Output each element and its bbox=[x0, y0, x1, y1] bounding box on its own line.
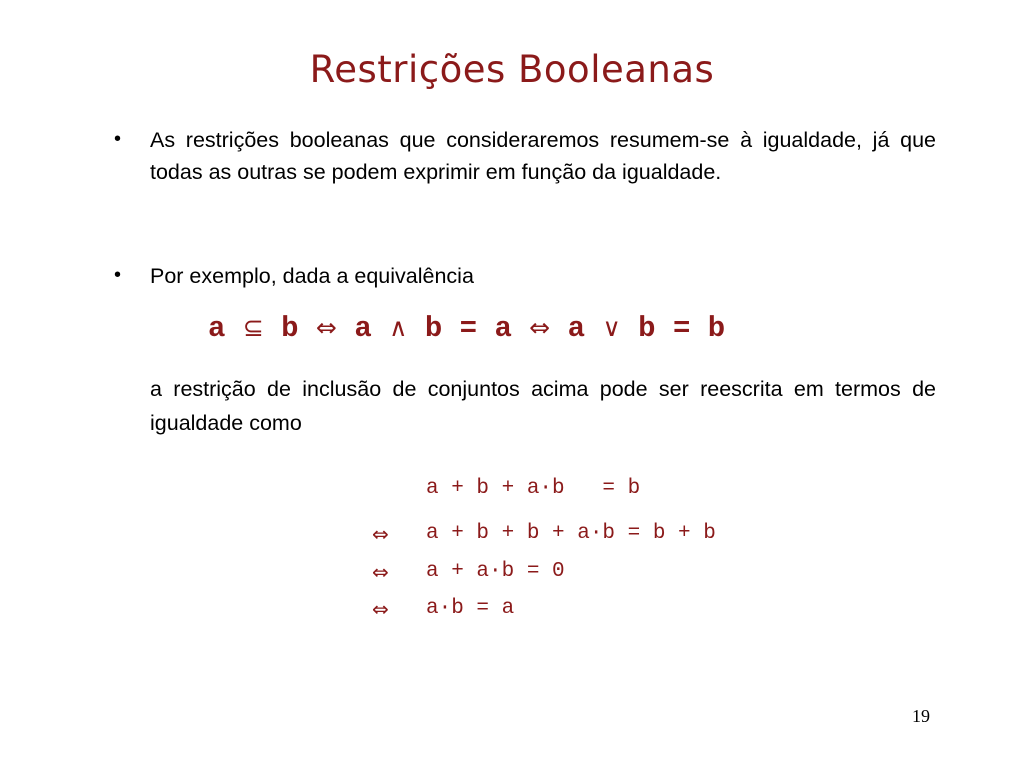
formula-part: b = a bbox=[407, 312, 530, 345]
continuation-text: a restrição de inclusão de conjuntos acima pode ser reescrita em termos de igualdade como bbox=[150, 377, 936, 435]
derivation-line-1: a + b + a·b = b bbox=[426, 477, 641, 500]
page-number: 19 bbox=[912, 706, 930, 726]
bullet-marker: • bbox=[114, 264, 122, 286]
derivation-line-3: a + a·b = 0 bbox=[426, 560, 565, 583]
formula-part: a bbox=[336, 312, 390, 345]
derivation-line-2: a + b + b + a·b = b + b bbox=[426, 522, 716, 545]
equivalence-formula bbox=[208, 312, 725, 345]
formula-part: a bbox=[208, 312, 243, 345]
bullet-text-1: As restrições booleanas que consideraremos resumem-se à igualdade, já que todas as outras se podem exprimir em função da igualdade. bbox=[150, 128, 936, 184]
or-symbol: ∨ bbox=[602, 313, 621, 342]
and-symbol: ∧ bbox=[389, 313, 408, 342]
formula-part: b = b bbox=[620, 312, 726, 345]
formula-part: a bbox=[550, 312, 603, 345]
formula-part: b bbox=[263, 312, 316, 345]
iff-arrow-icon: ⇔ bbox=[372, 522, 389, 546]
subset-eq-symbol: ⊆ bbox=[242, 313, 264, 342]
iff-arrow-icon: ⇔ bbox=[372, 597, 389, 621]
bullet-text-2: Por exemplo, dada a equivalência bbox=[150, 264, 474, 288]
iff-symbol: ⇔ bbox=[315, 313, 337, 342]
bullet-marker: • bbox=[114, 128, 122, 150]
iff-symbol: ⇔ bbox=[529, 313, 551, 342]
derivation-line-4: a·b = a bbox=[426, 597, 515, 620]
slide-title: Restrições Booleanas bbox=[309, 48, 715, 91]
iff-arrow-icon: ⇔ bbox=[372, 560, 389, 584]
